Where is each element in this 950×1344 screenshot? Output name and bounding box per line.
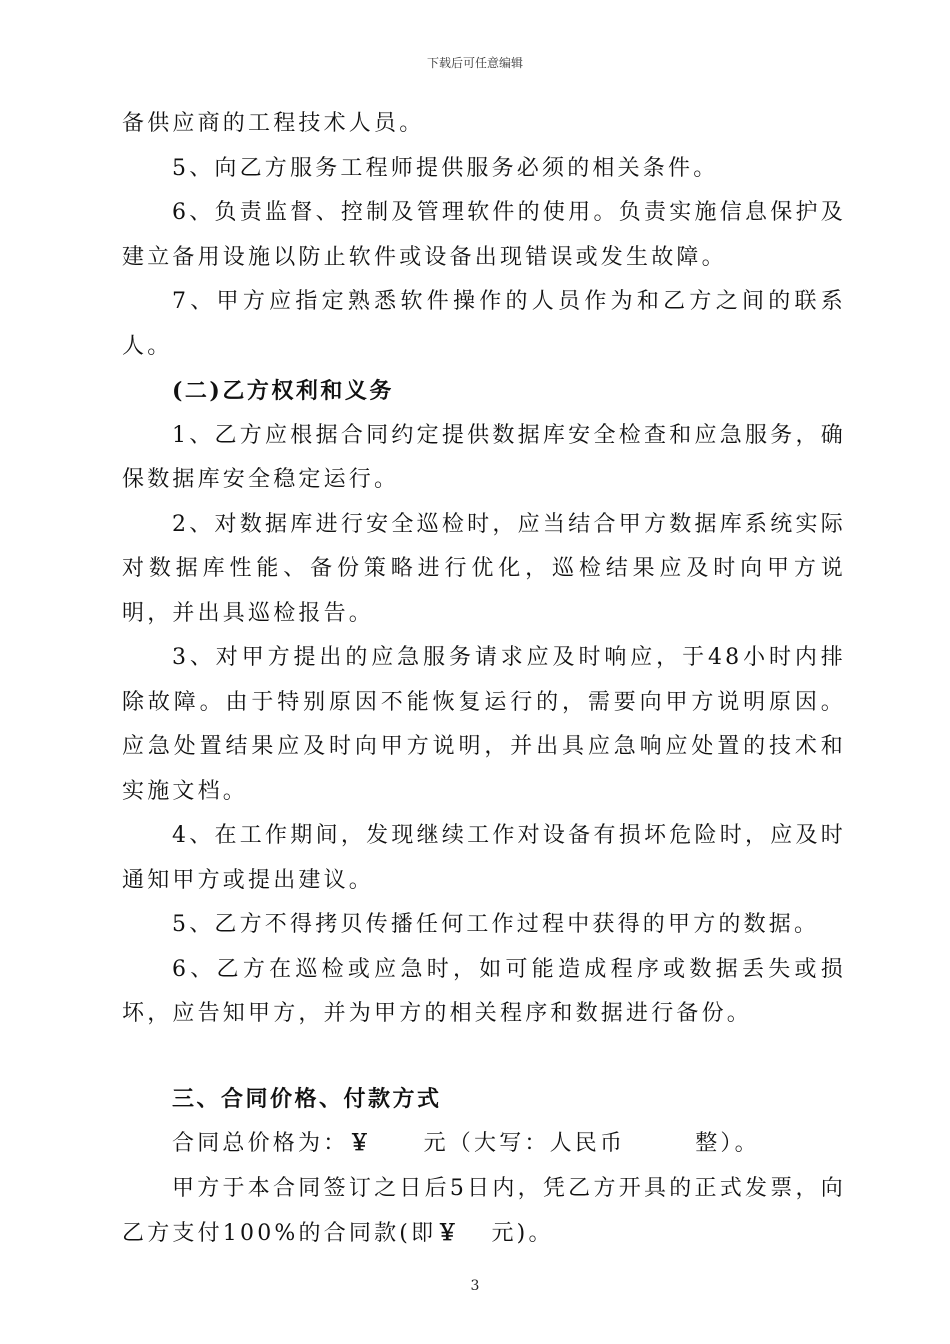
section-spacer — [122, 1037, 846, 1077]
paragraph: 5、向乙方服务工程师提供服务必须的相关条件。 — [172, 155, 719, 181]
paragraph: 5、乙方不得拷贝传播任何工作过程中获得的甲方的数据。 — [172, 912, 820, 937]
payment-text: 甲方于本合同签订之日后5日内，凭乙方开具的正式发票，向乙方支付100%的合同款(即 — [122, 1175, 846, 1246]
section-heading: (二)乙方权利和义务 — [172, 378, 394, 404]
paragraph: 备供应商的工程技术人员。 — [122, 111, 425, 136]
paragraph: 3、对甲方提出的应急服务请求应及时响应，于48小时内排除故障。由于特别原因不能恢复运行的，需要向甲方说明原因。应急处置结果应及时向甲方说明，并出具应急响应处置的技术和实施文档。 — [122, 645, 846, 804]
price-prefix: 合同总价格为： — [172, 1131, 349, 1156]
paragraph: 6、乙方在巡检或应急时，如可能造成程序或数据丢失或损坏，应告知甲方，并为甲方的相关程序和数据进行备份。 — [122, 956, 846, 1026]
page-number: 3 — [470, 1278, 480, 1294]
page-header: 下载后可任意编辑 — [426, 56, 523, 70]
section-heading: 三、合同价格、付款方式 — [172, 1085, 442, 1112]
paragraph: 7、甲方应指定熟悉软件操作的人员作为和乙方之间的联系人。 — [122, 289, 846, 359]
yuan-symbol: ￥ — [348, 1130, 374, 1156]
document-body — [122, 102, 846, 1257]
paragraph: 1、乙方应根据合同约定提供数据库安全检查和应急服务，确保数据库安全稳定运行。 — [122, 422, 846, 492]
payment-text-end: 元)。 — [491, 1221, 554, 1246]
price-suffix: 整）。 — [695, 1131, 760, 1156]
price-line — [122, 1121, 846, 1167]
payment-line — [122, 1167, 846, 1257]
paragraph: 2、对数据库进行安全巡检时，应当结合甲方数据库系统实际对数据库性能、备份策略进行优化，巡检结果应及时向甲方说明，并出具巡检报告。 — [122, 511, 846, 626]
paragraph: 4、在工作期间，发现继续工作对设备有损坏危险时，应及时通知甲方或提出建议。 — [122, 823, 846, 893]
paragraph: 6、负责监督、控制及管理软件的使用。负责实施信息保护及建立备用设施以防止软件或设备出现错误或发生故障。 — [122, 200, 846, 270]
yuan-symbol: ￥ — [436, 1220, 462, 1246]
price-middle: 元（大写：人民币 — [423, 1131, 626, 1156]
